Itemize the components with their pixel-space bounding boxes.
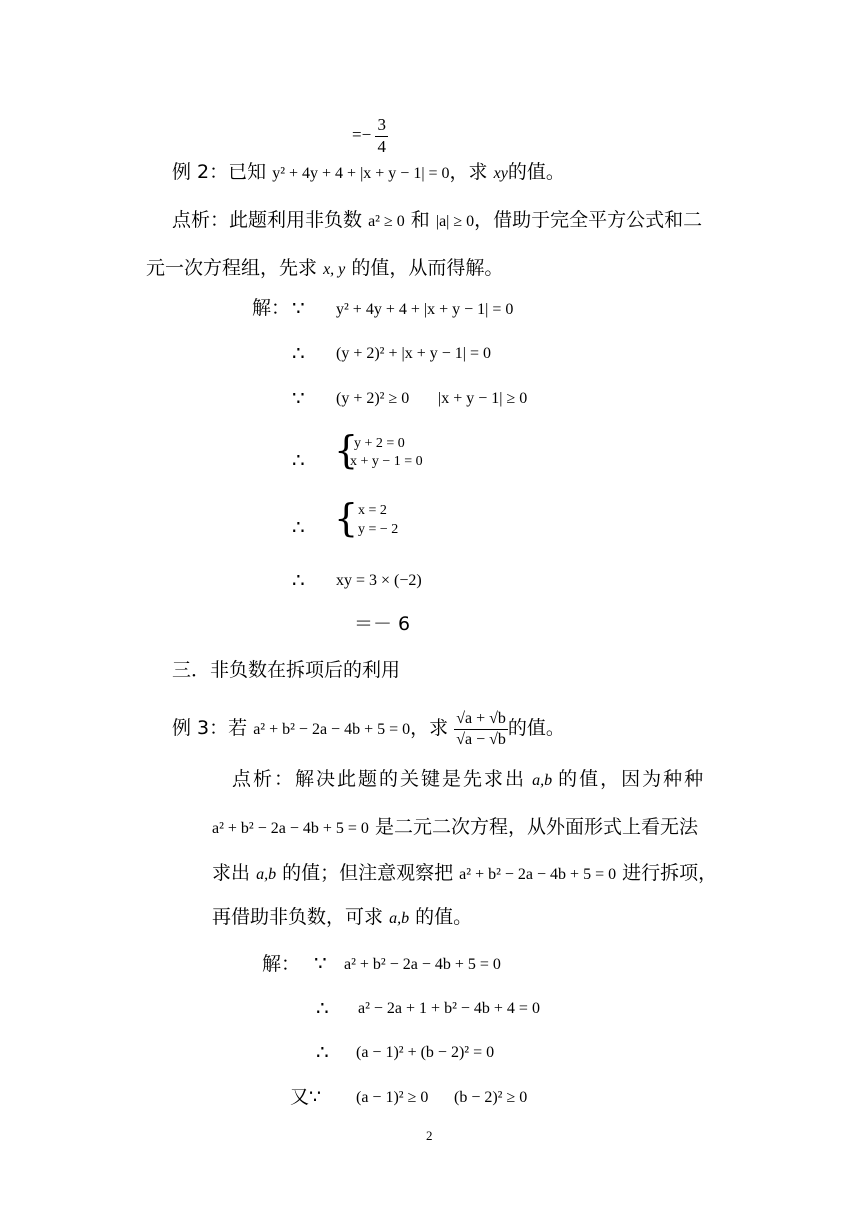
given-text: 若: [228, 717, 248, 740]
analysis-text: 进行拆项，: [622, 862, 718, 884]
ask-tail: 的值。: [507, 717, 565, 740]
analysis-text: 的值；但注意观察把: [282, 862, 454, 884]
analysis-3-line-4: [212, 905, 472, 931]
therefore-symbol: ∴: [292, 341, 305, 365]
fraction: [454, 710, 508, 748]
because-symbol: ∵: [292, 296, 305, 320]
system-2-eq-2: y = − 2: [358, 522, 399, 537]
page-number: 2: [426, 1128, 433, 1143]
analysis-text: 的值。: [415, 906, 473, 928]
fraction-numerator: 3: [375, 116, 388, 137]
therefore-symbol: ∴: [292, 568, 305, 592]
fraction-numerator: √a + √b: [454, 710, 508, 730]
analysis-2-line-1: [172, 208, 702, 234]
solution-step-2: a² − 2a + 1 + b² − 4b + 4 = 0: [358, 1000, 540, 1017]
solution-step-4a: (a − 1)² ≥ 0: [356, 1089, 429, 1106]
analysis-text: 求出: [212, 862, 251, 884]
example-2: [172, 160, 565, 186]
solution-step-6: xy = 3 × (−2): [336, 572, 422, 589]
system-2-eq-1: x = 2: [358, 503, 387, 518]
therefore-symbol: ∴: [292, 515, 305, 539]
inline-math: a² + b² − 2a − 4b + 5 = 0: [459, 866, 617, 883]
solution-label: 解：: [262, 953, 301, 975]
because-symbol: ∵: [292, 386, 305, 410]
example-3: [172, 710, 565, 748]
therefore-symbol: ∴: [316, 1040, 329, 1064]
inline-math: a,b: [256, 866, 277, 883]
fraction: [375, 116, 388, 156]
solution-step-2: (y + 2)² + |x + y − 1| = 0: [336, 345, 491, 362]
therefore-symbol: ∴: [292, 448, 305, 472]
inline-math: |a| ≥ 0: [435, 213, 475, 230]
ask-text: ，求: [449, 161, 488, 183]
ask-text: ，求: [410, 717, 449, 740]
solution-label: 解：: [252, 297, 291, 319]
solution-step-3a: (y + 2)² ≥ 0: [336, 390, 410, 407]
solution-step-3b: |x + y − 1| ≥ 0: [438, 390, 528, 407]
analysis-text: 再借助非负数，可求: [212, 906, 384, 928]
analysis-2-line-2: [146, 256, 503, 282]
example-label: 例 3：: [172, 717, 229, 740]
section-title: 三．非负数在拆项后的利用: [172, 659, 401, 681]
analysis-text: 和: [410, 209, 430, 231]
top-result: [352, 116, 388, 156]
given-text: 已知: [228, 161, 267, 183]
equation: a² + b² − 2a − 4b + 5 = 0: [253, 721, 411, 739]
analysis-text: 是二元二次方程，从外面形式上看无法: [374, 816, 698, 838]
solution-step-4b: (b − 2)² ≥ 0: [454, 1089, 528, 1106]
fraction-denominator: 4: [377, 136, 386, 156]
analysis-3-line-2: [212, 815, 698, 841]
ask-tail: 的值。: [507, 161, 565, 183]
because-symbol: ∵: [314, 951, 327, 975]
inline-math: a,b: [389, 910, 410, 927]
analysis-text: 的值，从而得解。: [351, 257, 504, 279]
analysis-3-line-1: [232, 767, 705, 793]
solution-step-3: (a − 1)² + (b − 2)² = 0: [356, 1044, 495, 1061]
inline-math: a² + b² − 2a − 4b + 5 = 0: [212, 820, 369, 837]
analysis-text: ，借助于完全平方公式和二: [474, 209, 703, 231]
also-because-label: 又∵: [290, 1086, 322, 1108]
inline-math: x, y: [323, 261, 346, 278]
analysis-text: 的值，因为种种: [558, 768, 706, 790]
equals-sign: =: [352, 125, 362, 145]
equation: y² + 4y + 4 + |x + y − 1| = 0: [272, 165, 450, 182]
fraction-denominator: √a − √b: [456, 730, 506, 748]
left-brace: {: [334, 428, 359, 472]
ask-variable: xy: [493, 165, 508, 182]
analysis-text: 点析：此题利用非负数: [172, 209, 363, 231]
inline-math: a² ≥ 0: [368, 213, 405, 230]
solution-step-1: y² + 4y + 4 + |x + y − 1| = 0: [336, 301, 514, 318]
left-brace: {: [334, 496, 359, 540]
analysis-3-line-3: [212, 861, 717, 887]
analysis-text: 点析：解决此题的关键是先求出: [232, 768, 527, 790]
system-1-eq-2: x + y − 1 = 0: [350, 454, 423, 469]
example-label: 例 2：: [172, 161, 229, 183]
solution-step-1: a² + b² − 2a − 4b + 5 = 0: [344, 956, 501, 973]
therefore-symbol: ∴: [316, 996, 329, 1020]
solution-result: ＝－ 6: [354, 613, 411, 635]
inline-math: a,b: [532, 772, 553, 789]
system-1-eq-1: y + 2 = 0: [354, 436, 405, 451]
analysis-text: 元一次方程组，先求: [146, 257, 318, 279]
minus-sign: −: [361, 125, 372, 145]
